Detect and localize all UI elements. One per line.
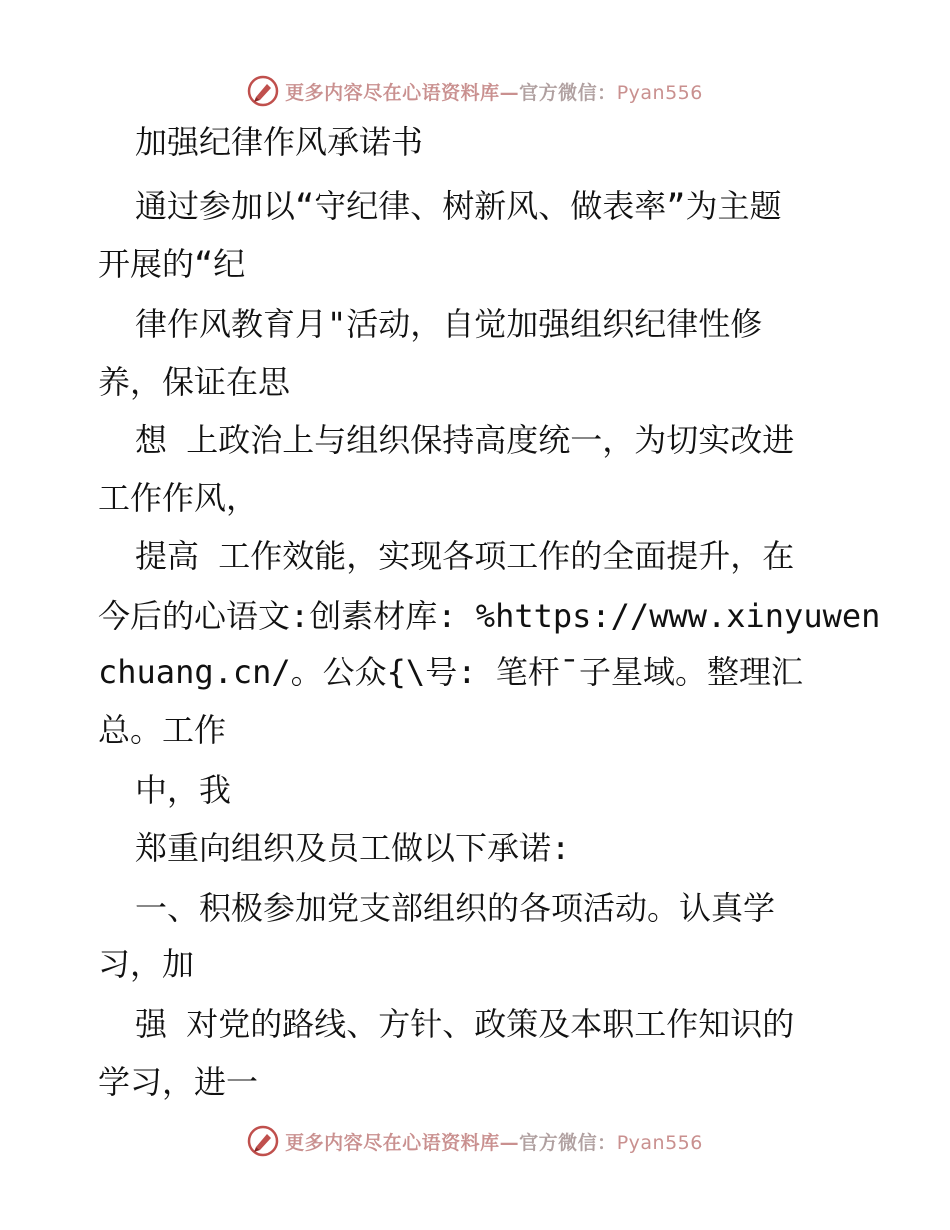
banner-official-label: 官方微信： xyxy=(519,1131,617,1154)
paragraph-line: 养，保证在思 xyxy=(98,363,291,401)
paragraph-line: 今后的心语文:创素材库: %https://www.xinyuwen xyxy=(98,597,881,635)
banner-separator: — xyxy=(499,1131,520,1154)
banner-main-text: 更多内容尽在心语资料库 xyxy=(285,1131,500,1154)
paragraph-line: 学习，进一 xyxy=(98,1063,259,1101)
banner-official-label: 官方微信： xyxy=(519,81,617,104)
pen-logo-icon xyxy=(247,75,279,107)
paragraph-line: 律作风教育月"活动，自觉加强组织纪律性修 xyxy=(135,305,763,343)
document-title: 加强纪律作风承诺书 xyxy=(135,123,424,161)
banner-handle: Pyan556 xyxy=(616,1131,703,1154)
paragraph-line: 一、积极参加党支部组织的各项活动。认真学 xyxy=(135,889,776,927)
paragraph-line: 习，加 xyxy=(98,945,195,983)
banner-main-text: 更多内容尽在心语资料库 xyxy=(285,81,500,104)
paragraph-line: chuang.cn/。公众{\号: 笔杆¯子星域。整理汇 xyxy=(98,653,803,691)
paragraph-line: 强 对党的路线、方针、政策及本职工作知识的 xyxy=(135,1005,795,1043)
paragraph-line: 中，我 xyxy=(135,771,232,809)
footer-banner xyxy=(0,1121,950,1161)
pen-logo-icon xyxy=(247,1125,279,1157)
paragraph-line: 通过参加以“守纪律、树新风、做表率”为主题 xyxy=(135,187,782,225)
paragraph-line: 开展的“纪 xyxy=(98,245,246,283)
paragraph-line: 郑重向组织及员工做以下承诺: xyxy=(135,829,571,867)
banner-handle: Pyan556 xyxy=(616,81,703,104)
paragraph-line: 想 上政治上与组织保持高度统一，为切实改进 xyxy=(135,421,795,459)
banner-separator: — xyxy=(499,81,520,104)
paragraph-line: 提高 工作效能，实现各项工作的全面提升，在 xyxy=(135,537,795,575)
header-banner xyxy=(0,71,950,111)
paragraph-line: 总。工作 xyxy=(98,711,227,749)
paragraph-line: 工作作风， xyxy=(98,479,259,517)
